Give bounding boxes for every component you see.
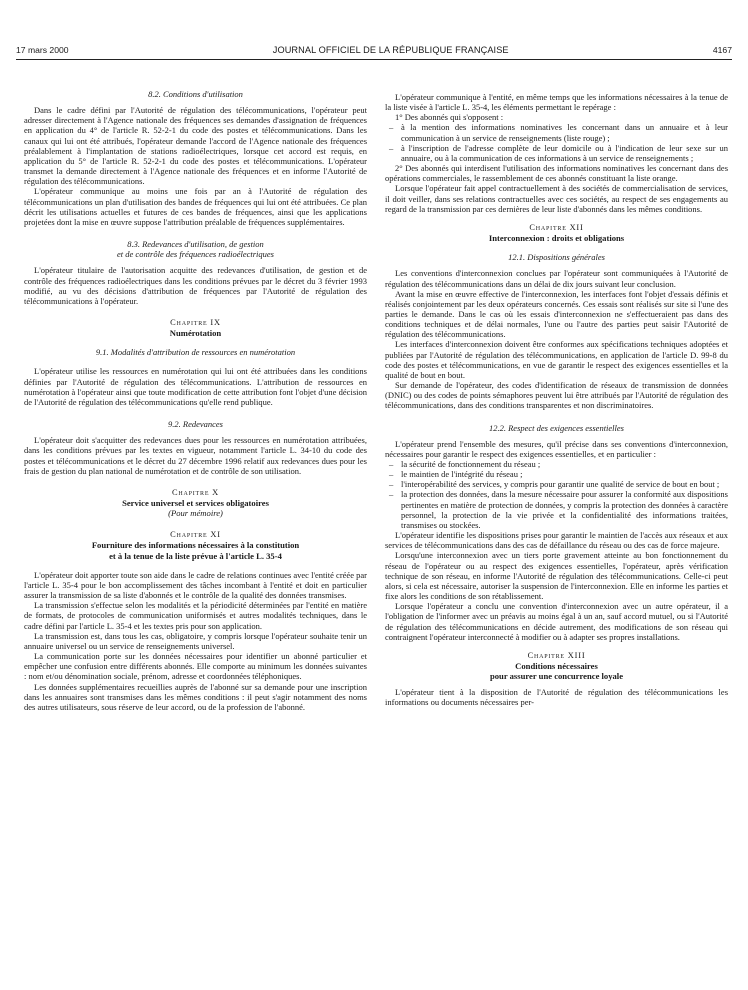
chapter-title: pour assurer une concurrence loyale [489,671,624,682]
paragraph: L'opérateur utilise les ressources en numérotation qui lui ont été attribuées dans les conditions définies par l'Autorité de régulation des télécommunications. L'attribution de ressources en numérotation à l'opérateur ainsi que toute modification de cette attribution font l'objet d'une décision de l'Autorité de régulation des télécommunications qu'elle rend publique. [24,366,367,407]
section-title: 12.2. Respect des exigences essentielles [488,422,624,433]
right-column [385,92,728,982]
chapter-label: Chapitre IX [170,317,221,327]
list-item: – la protection des données, dans la mesure nécessaire pour assurer la conformité aux dispositions pertinentes en matière de protection de données, y compris la protection des données à caractère personnel, la protection de la vie privée et la confidentialité des informations traitées, transmises ou stockées. [389,489,728,530]
paragraph: L'opérateur titulaire de l'autorisation acquitte des redevances d'utilisation, de gestion et de contrôle des fréquences radioélectriques dans les conditions prévues par le décret du 3 février 1993 modifié, au vu des décisions d'attribution de fréquences par l'Autorité de régulation des télécommunications à l'opérateur. [24,265,367,306]
paragraph: Dans le cadre défini par l'Autorité de régulation des télécommunications, l'opérateur peut adresser directement à l'Agence nationale des fréquences ses demandes d'assignation de fréquences en application du 4° de l'article R. 52-2-1 du code des postes et télécommunications. Dans les canaux qui lui ont été attribués, l'opérateur demande l'accord de l'Agence nationale des fréquences préalablement à l'implantation de stations radioélectriques, lorsque cet accord est requis, en application du 5° de l'article R. 52-2-1 du code des postes et télécommunications. L'opérateur transmet la demande directement à l'Agence nationale des fréquences et en informe l'Autorité de régulation des télécommunications. [24,105,367,187]
paragraph: Les données supplémentaires recueillies auprès de l'abonné sur sa demande pour une inscription dans les annuaires sont transmises dans les mêmes conditions : il peut s'agir notamment des noms des autres utilisateurs, sous réserve de leur accord, ou de la profession de l'abonné. [24,681,367,712]
chapter-title: Fourniture des informations nécessaires à la constitution [91,540,300,551]
paragraph: Lorsque l'opérateur a conclu une convention d'interconnexion avec un autre opérateur, il a l'obligation de l'informer avec un préavis au moins égal à un an, sauf accord mutuel, ou si l'Autorité de régulation des télécommunications en décide autrement, des modifications de son réseau qui contraignent l'opérateur interconnecté à modifier ou à adapter ses propres installations. [385,601,728,642]
paragraph: L'opérateur doit apporter toute son aide dans le cadre de relations continues avec l'entité créée par l'article L. 35-4 pour le bon accomplissement des tâches incombant à l'entité et doit en particulier assurer la transmission de sa liste d'abonnés et le contrôle de la qualité des données transmises. [24,569,367,601]
list-item: – le maintien de l'intégrité du réseau ; [389,469,523,480]
paragraph: Les conventions d'interconnexion conclues par l'opérateur sont communiquées à l'Autorité de régulation des télécommunications dans un délai de dix jours suivant leur conclusion. [385,268,728,289]
chapter-title: Conditions nécessaires [515,660,598,671]
header-date: 17 mars 2000 [16,45,69,55]
section-title: 12.1. Dispositions générales [508,252,605,263]
paragraph: La transmission est, dans tous les cas, obligatoire, y compris lorsque l'opérateur souhaite tenir un annuaire universel ou un service de renseignements universel. [24,630,367,651]
section-title: 8.2. Conditions d'utilisation [148,89,243,99]
paragraph: L'opérateur doit s'acquitter des redevances dues pour les ressources en numérotation attribuées, dans les conditions prévues par les textes en vigueur, notamment l'article L. 34-10 du code des postes et télécommunications et le décret du 27 décembre 1996 relatif aux redevances dues pour les frais de gestion du plan national de numérotation et de contrôle de son utilisation. [24,435,367,476]
paragraph: Lorsqu'une interconnexion avec un tiers porte gravement atteinte au bon fonctionnement du réseau de l'opérateur ou au respect des exigences essentielles, l'opérateur, après vérification technique de son réseau, en informe l'Autorité de régulation des télécommunications. Celle-ci peut alors, si cela est nécessaire, autoriser la suspension de l'interconnexion. Elle en informe les parties et fixe alors les conditions de son rétablissement. [385,550,728,602]
chapter-label: Chapitre XI [170,530,221,540]
chapter-subtitle: (Pour mémoire) [168,508,223,519]
section-title: 9.2. Redevances [168,419,223,430]
paragraph: Sur demande de l'opérateur, des codes d'identification de réseaux de transmission de données (DNIC) ou des codes de points sémaphores peuvent lui être attribués par l'Autorité de régulation des télécommunications, dans des conditions transparentes et non discriminatoires. [385,380,728,411]
left-column [24,89,367,979]
header-page-number: 4167 [712,45,732,55]
chapter-label: Chapitre XIII [527,650,586,660]
paragraph: La communication porte sur les données nécessaires pour identifier un abonné particulier et empêcher une confusion entre différents abonnés. Elle comporte au minimum les données suivantes : nom et/ou dénomination sociale, prénom, adresse et coordonnées téléphoniques. [24,651,367,682]
section-title: 8.3. Redevances d'utilisation, de gestion [127,239,264,250]
paragraph: L'opérateur tient à la disposition de l'Autorité de régulation des télécommunications les informations ou documents nécessaires per- [385,687,728,708]
list-item: – à l'inscription de l'adresse complète de leur domicile ou à l'indication de leur sexe sur un annuaire, ou à la communication de ces informations à un service de renseignements ; [389,142,728,163]
chapter-title: Service universel et services obligatoires [122,498,269,508]
section-title: et de contrôle des fréquences radioélectriques [117,249,274,260]
chapter-title: et à la tenue de la liste prévue à l'article L. 35-4 [109,550,282,561]
paragraph: L'opérateur communique au moins une fois par an à l'Autorité de régulation des télécommunications un plan d'utilisation des bandes de fréquences qui lui ont été attribuées. Ce plan décrit les utilisations actuelles et futures de ces bandes de fréquences, ainsi que les applications projetées dont la mise en œuvre suppose l'attribution préalable de fréquences supplémentaires. [24,186,367,227]
dash-list [385,459,728,530]
chapter-title: Interconnexion : droits et obligations [488,233,625,244]
chapter-title: Numérotation [169,328,222,339]
page-header [16,43,732,57]
paragraph: L'opérateur prend l'ensemble des mesures, qu'il précise dans ses conventions d'interconnexion, nécessaires pour garantir le respect des exigences essentielles, et en particulier : [385,438,728,459]
chapter-label: Chapitre XII [529,222,584,232]
list-item: – l'interopérabilité des services, y compris pour garantir une qualité de service de bout en bout ; [389,479,720,490]
section-title: 9.1. Modalités d'attribution de ressources en numérotation [95,347,296,358]
paragraph: La transmission s'effectue selon les modalités et la périodicité déterminées par l'entité en matière de formats, de protocoles de communication uniformisés et autres modalités techniques, dans le cadre défini par l'article L. 35-4 et les textes pris pour son application. [24,600,367,631]
list-item: – à la mention des informations nominatives les concernant dans un annuaire et à leur communication à un service de renseignements (liste rouge) ; [389,122,728,143]
header-journal-title: JOURNAL OFFICIEL DE LA RÉPUBLIQUE FRANÇAISE [272,45,509,55]
list-heading: 1° Des abonnés qui s'opposent : [395,112,504,123]
paragraph: Lorsque l'opérateur fait appel contractuellement à des sociétés de commercialisation de services, il doit veiller, dans ses relations contractuelles avec ces sociétés, au respect de ses engagements au regard de la transmission par ces dernières de leur liste d'abonnés dans les mêmes conditions. [385,183,728,214]
paragraph: 2° Des abonnés qui interdisent l'utilisation des informations nominatives les concernant dans des opérations commerciales, le rassemblement de ces abonnés constituant la liste orange. [385,163,728,184]
paragraph: L'opérateur identifie les dispositions prises pour garantir le maintien de l'accès aux réseaux et aux services de télécommunications dans des cas de défaillance du réseau ou des cas de force majeure. [385,530,728,551]
list-item: – la sécurité de fonctionnement du réseau ; [389,459,541,469]
chapter-label: Chapitre X [171,487,220,497]
header-rule [16,59,732,60]
paragraph: Les interfaces d'interconnexion doivent être conformes aux spécifications techniques adoptées et publiées par l'Autorité de régulation des télécommunications, en application de l'article D. 99-8 du code des postes et télécommunications, en vue de garantir le respect des exigences essentielles et la qualité de bout en bout. [385,339,728,380]
dash-list [385,122,728,163]
paragraph: L'opérateur communique à l'entité, en même temps que les informations nécessaires à la tenue de la liste visée à l'article L. 35-4, les éléments permettant le repérage : [385,92,728,113]
paragraph: Avant la mise en œuvre effective de l'interconnexion, les interfaces font l'objet d'essais définis et réalisés conjointement par les deux opérateurs concernés. Ces essais sont réalisés sur site si l'une des parties le demande. Dans le cas où les essais d'interconnexion ne s'effectueraient pas dans des conditions techniques et de délai normales, l'une ou l'autre des parties peut saisir l'Autorité de régulation des télécommunications. [385,288,728,340]
